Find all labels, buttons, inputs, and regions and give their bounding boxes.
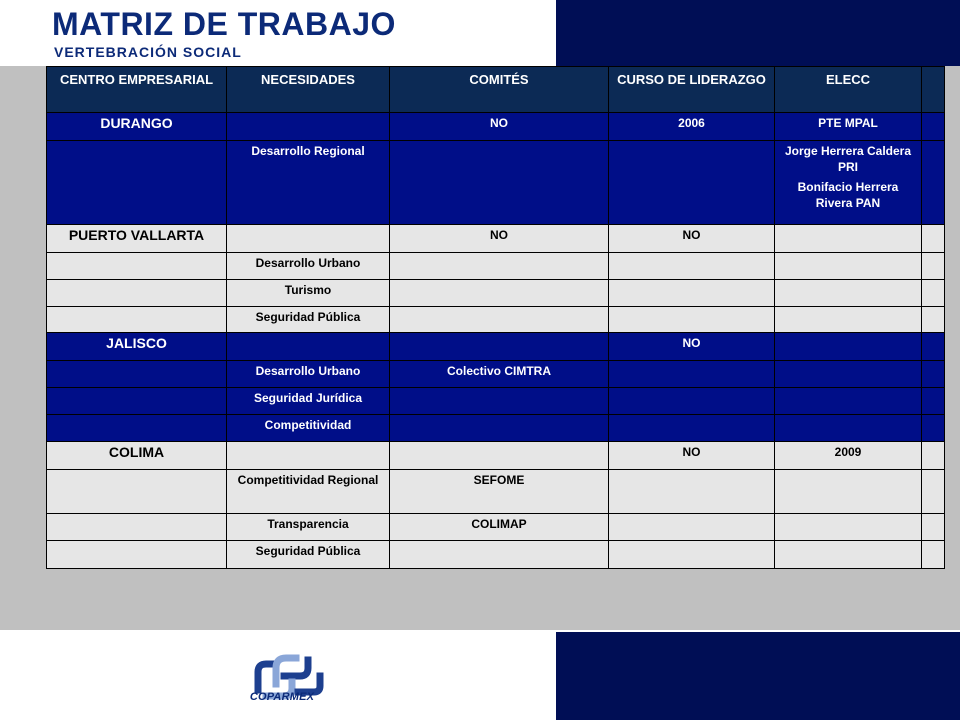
table-cell <box>227 442 390 470</box>
candidate-line: Jorge Herrera Caldera PRI <box>784 144 912 174</box>
table-row <box>47 280 945 307</box>
table-cell <box>227 333 390 361</box>
header-row <box>47 67 945 113</box>
table-cell <box>390 333 609 361</box>
table-cell: Desarrollo Urbano <box>227 361 390 388</box>
center-name-cell: COLIMA <box>47 442 227 470</box>
table-cell: Transparencia <box>227 514 390 541</box>
table-row <box>47 514 945 541</box>
table-cell <box>390 388 609 415</box>
bottom-right-navy-block <box>556 632 960 720</box>
table-cell <box>609 541 775 569</box>
table-cell: NO <box>609 225 775 253</box>
table-cell <box>922 470 945 514</box>
table-cell <box>47 388 227 415</box>
center-name-cell: PUERTO VALLARTA <box>47 225 227 253</box>
table-row <box>47 415 945 442</box>
table-cell: NO <box>609 333 775 361</box>
table-cell <box>609 280 775 307</box>
table-cell <box>47 415 227 442</box>
table-cell: PTE MPAL <box>775 113 922 141</box>
table-cell <box>47 307 227 333</box>
table-cell <box>390 253 609 280</box>
table-cell: Seguridad Pública <box>227 541 390 569</box>
table-row <box>47 253 945 280</box>
table-cell <box>390 307 609 333</box>
table-cell: Seguridad Pública <box>227 307 390 333</box>
table-cell: Seguridad Jurídica <box>227 388 390 415</box>
logo-wordmark: COPARMEX <box>249 691 315 703</box>
table-row <box>47 470 945 514</box>
table-cell <box>47 280 227 307</box>
table-cell <box>609 470 775 514</box>
table-cell <box>47 514 227 541</box>
table-cell: Competitividad <box>227 415 390 442</box>
column-header-elecc: ELECC <box>775 67 922 113</box>
table-cell <box>922 141 945 225</box>
table-cell: NO <box>390 113 609 141</box>
table-cell: COLIMAP <box>390 514 609 541</box>
table-cell <box>390 141 609 225</box>
table-cell <box>922 280 945 307</box>
table-cell <box>609 141 775 225</box>
table-row <box>47 388 945 415</box>
elecc-candidates-cell <box>775 141 922 225</box>
table-cell <box>609 415 775 442</box>
table-cell: Competitividad Regional <box>227 470 390 514</box>
table-cell <box>922 415 945 442</box>
column-header-centro-empresarial: CENTRO EMPRESARIAL <box>47 67 227 113</box>
table-cell <box>922 225 945 253</box>
table-cell: Desarrollo Urbano <box>227 253 390 280</box>
table-cell <box>922 113 945 141</box>
table-row <box>47 333 945 361</box>
table-cell <box>227 113 390 141</box>
table-cell <box>775 253 922 280</box>
table-cell <box>609 307 775 333</box>
table-cell <box>775 541 922 569</box>
center-name-cell: JALISCO <box>47 333 227 361</box>
table-cell: SEFOME <box>390 470 609 514</box>
table-cell <box>609 514 775 541</box>
table-cell <box>922 388 945 415</box>
table-cell <box>922 307 945 333</box>
table-cell <box>47 361 227 388</box>
table-row <box>47 113 945 141</box>
table-row <box>47 225 945 253</box>
table-cell: Colectivo CIMTRA <box>390 361 609 388</box>
table-cell <box>775 280 922 307</box>
table-cell <box>47 541 227 569</box>
table-cell: Turismo <box>227 280 390 307</box>
table-cell <box>922 253 945 280</box>
table-cell <box>922 541 945 569</box>
table-row <box>47 361 945 388</box>
table-row <box>47 141 945 225</box>
table-cell <box>609 388 775 415</box>
table-cell <box>47 253 227 280</box>
column-header-curso-liderazgo: CURSO DE LIDERAZGO <box>609 67 775 113</box>
table-cell <box>390 415 609 442</box>
table-cell: 2006 <box>609 113 775 141</box>
table-cell: NO <box>390 225 609 253</box>
table-cell <box>390 442 609 470</box>
table-cell <box>922 333 945 361</box>
center-name-cell: DURANGO <box>47 113 227 141</box>
table-cell <box>390 280 609 307</box>
page-subtitle: VERTEBRACIÓN SOCIAL <box>54 44 242 60</box>
table-cell <box>47 470 227 514</box>
table-cell <box>922 514 945 541</box>
candidate-line: Bonifacio Herrera Rivera PAN <box>797 180 899 210</box>
table-cell <box>775 225 922 253</box>
table-cell <box>922 442 945 470</box>
page-title: MATRIZ DE TRABAJO <box>52 6 396 42</box>
column-header-comites: COMITÉS <box>390 67 609 113</box>
table-cell <box>775 388 922 415</box>
table-cell <box>775 333 922 361</box>
table-cell: NO <box>609 442 775 470</box>
table-cell <box>390 541 609 569</box>
table-cell <box>227 225 390 253</box>
table-row <box>47 442 945 470</box>
table-cell <box>775 307 922 333</box>
table-cell: Desarrollo Regional <box>227 141 390 225</box>
column-header-necesidades: NECESIDADES <box>227 67 390 113</box>
table-cell <box>922 361 945 388</box>
table-cell <box>775 514 922 541</box>
work-matrix-table <box>46 66 945 569</box>
top-right-navy-block <box>556 0 960 66</box>
table-cell <box>47 141 227 225</box>
table-cell <box>609 361 775 388</box>
table-row <box>47 541 945 569</box>
table-cell <box>775 415 922 442</box>
coparmex-logo-icon <box>244 636 328 716</box>
table-cell <box>775 361 922 388</box>
table-cell <box>609 253 775 280</box>
table-row <box>47 307 945 333</box>
table-cell <box>775 470 922 514</box>
table-cell: 2009 <box>775 442 922 470</box>
column-header-extra <box>922 67 945 113</box>
